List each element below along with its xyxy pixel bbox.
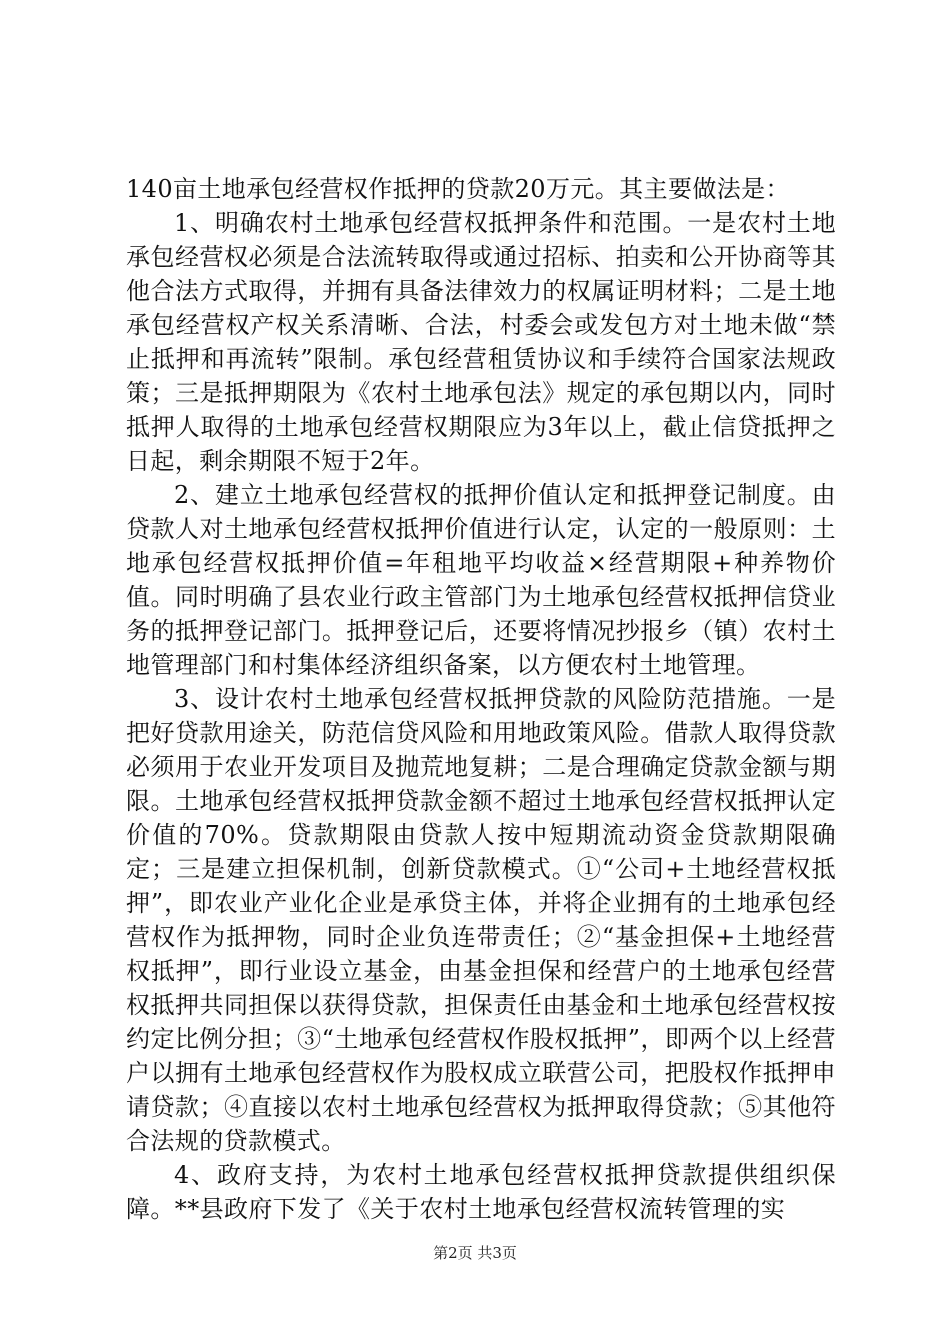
paragraph-4-government-support: 4、政府支持，为农村土地承包经营权抵押贷款提供组织保障。**县政府下发了《关于农村土地承包经营权流转管理的实 — [126, 1161, 836, 1223]
paragraph-3-risk-control: 3、设计农村土地承包经营权抵押贷款的风险防范措施。一是把好贷款用途关，防范信贷风险和用地政策风险。借款人取得贷款必须用于农业开发项目及抛荒地复耕；二是合理确定贷款金额与期限。土地承包经营权抵押贷款金额不超过土地承包经营权抵押认定价值的70%。贷款期限由贷款人按中短期流动资金贷款期限确定；三是建立担保机制，创新贷款模式。①“公司+土地经营权抵押”，即农业产业化企业是承贷主体，并将企业拥有的土地承包经营权作为抵押物，同时企业负连带责任；②“基金担保+土地经营权抵押”，即行业设立基金，由基金担保和经营户的土地承包经营权抵押共同担保以获得贷款，担保责任由基金和土地承包经营权按约定比例分担；③“土地承包经营权作股权抵押”，即两个以上经营户以拥有土地承包经营权作为股权成立联营公司，把股权作抵押申请贷款；④直接以农村土地承包经营权为抵押取得贷款；⑤其他符合法规的贷款模式。 — [126, 685, 836, 1155]
page-footer: 第2页 共3页 — [433, 1244, 517, 1262]
document-body — [126, 172, 836, 1226]
paragraph-1-conditions: 1、明确农村土地承包经营权抵押条件和范围。一是农村土地承包经营权必须是合法流转取得或通过招标、拍卖和公开协商等其他合法方式取得，并拥有具备法律效力的权属证明材料；二是土地承包经营权产权关系清晰、合法，村委会或发包方对土地未做“禁止抵押和再流转”限制。承包经营租赁协议和手续符合国家法规政策；三是抵押期限为《农村土地承包法》规定的承包期以内，同时抵押人取得的土地承包经营权期限应为3年以上，截止信贷抵押之日起，剩余期限不短于2年。 — [126, 209, 836, 475]
paragraph-2-valuation: 2、建立土地承包经营权的抵押价值认定和抵押登记制度。由贷款人对土地承包经营权抵押价值进行认定，认定的一般原则：土地承包经营权抵押价值=年租地平均收益×经营期限+种养物价值。同时明确了县农业行政主管部门为土地承包经营权抵押信贷业务的抵押登记部门。抵押登记后，还要将情况抄报乡（镇）农村土地管理部门和村集体经济组织备案，以方便农村土地管理。 — [126, 481, 836, 679]
paragraph-continuation: 140亩土地承包经营权作抵押的贷款20万元。其主要做法是： — [126, 175, 790, 203]
